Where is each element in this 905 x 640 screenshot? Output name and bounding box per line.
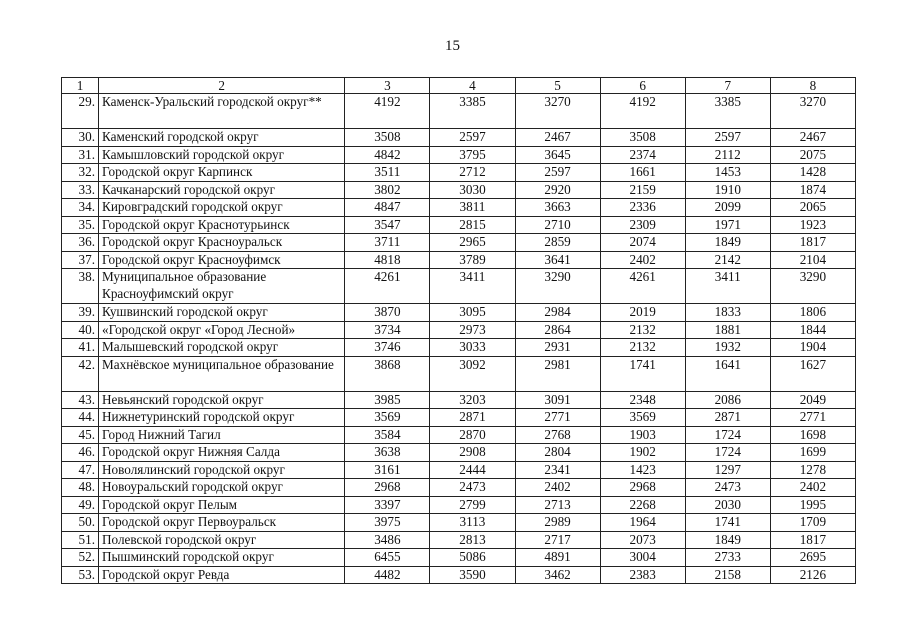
value-cell-col-6: 2019 <box>600 304 685 322</box>
value-cell-col-6: 2309 <box>600 216 685 234</box>
value-cell-col-5: 2597 <box>515 164 600 182</box>
municipality-name-cell: Качканарский городской округ <box>99 181 345 199</box>
row-number-cell: 34. <box>62 199 99 217</box>
value-cell-col-6: 2968 <box>600 479 685 497</box>
row-number-cell: 36. <box>62 234 99 252</box>
value-cell-col-3: 3802 <box>345 181 430 199</box>
value-cell-col-4: 3385 <box>430 94 515 129</box>
value-cell-col-3: 4847 <box>345 199 430 217</box>
municipality-name-cell: Пышминский городской округ <box>99 549 345 567</box>
value-cell-col-4: 2813 <box>430 531 515 549</box>
value-cell-col-3: 3975 <box>345 514 430 532</box>
row-number-cell: 41. <box>62 339 99 357</box>
value-cell-col-7: 3385 <box>685 94 770 129</box>
row-number-cell: 38. <box>62 269 99 304</box>
value-cell-col-5: 2717 <box>515 531 600 549</box>
value-cell-col-7: 1849 <box>685 531 770 549</box>
page-number: 15 <box>445 38 460 54</box>
value-cell-col-8: 2075 <box>770 146 855 164</box>
value-cell-col-6: 2402 <box>600 251 685 269</box>
value-cell-col-3: 3985 <box>345 391 430 409</box>
municipality-name-cell: Махнёвское муниципальное образование <box>99 356 345 391</box>
table-row <box>62 426 856 444</box>
value-cell-col-4: 2973 <box>430 321 515 339</box>
value-cell-col-5: 3663 <box>515 199 600 217</box>
value-cell-col-3: 3397 <box>345 496 430 514</box>
value-cell-col-4: 3411 <box>430 269 515 304</box>
table-row <box>62 269 856 304</box>
data-table <box>61 77 856 584</box>
value-cell-col-3: 4842 <box>345 146 430 164</box>
table-row <box>62 181 856 199</box>
municipality-name-cell: Городской округ Краснотурьинск <box>99 216 345 234</box>
value-cell-col-3: 3486 <box>345 531 430 549</box>
header-cell-7: 7 <box>685 78 770 94</box>
municipality-name-cell: Невьянский городской округ <box>99 391 345 409</box>
row-number-cell: 32. <box>62 164 99 182</box>
value-cell-col-6: 1423 <box>600 461 685 479</box>
value-cell-col-8: 2402 <box>770 479 855 497</box>
value-cell-col-5: 2981 <box>515 356 600 391</box>
header-cell-4: 4 <box>430 78 515 94</box>
table-row <box>62 549 856 567</box>
value-cell-col-8: 1428 <box>770 164 855 182</box>
value-cell-col-4: 3113 <box>430 514 515 532</box>
row-number-cell: 53. <box>62 566 99 584</box>
value-cell-col-7: 1932 <box>685 339 770 357</box>
table-body <box>62 78 856 584</box>
value-cell-col-3: 3511 <box>345 164 430 182</box>
value-cell-col-6: 3004 <box>600 549 685 567</box>
value-cell-col-4: 3095 <box>430 304 515 322</box>
value-cell-col-8: 1817 <box>770 531 855 549</box>
value-cell-col-8: 2467 <box>770 129 855 147</box>
value-cell-col-4: 3789 <box>430 251 515 269</box>
value-cell-col-7: 3411 <box>685 269 770 304</box>
value-cell-col-8: 3290 <box>770 269 855 304</box>
value-cell-col-3: 2968 <box>345 479 430 497</box>
value-cell-col-7: 1741 <box>685 514 770 532</box>
value-cell-col-8: 2126 <box>770 566 855 584</box>
row-number-cell: 35. <box>62 216 99 234</box>
municipality-name-cell: Городской округ Карпинск <box>99 164 345 182</box>
value-cell-col-5: 2771 <box>515 409 600 427</box>
value-cell-col-7: 2030 <box>685 496 770 514</box>
value-cell-col-4: 2799 <box>430 496 515 514</box>
value-cell-col-3: 4261 <box>345 269 430 304</box>
table-row <box>62 409 856 427</box>
value-cell-col-6: 2348 <box>600 391 685 409</box>
value-cell-col-8: 3270 <box>770 94 855 129</box>
value-cell-col-5: 2768 <box>515 426 600 444</box>
value-cell-col-6: 4192 <box>600 94 685 129</box>
value-cell-col-7: 2733 <box>685 549 770 567</box>
value-cell-col-7: 1849 <box>685 234 770 252</box>
value-cell-col-3: 3547 <box>345 216 430 234</box>
municipality-name-cell: Городской округ Первоуральск <box>99 514 345 532</box>
table-row <box>62 304 856 322</box>
value-cell-col-7: 1881 <box>685 321 770 339</box>
row-number-cell: 39. <box>62 304 99 322</box>
value-cell-col-4: 2871 <box>430 409 515 427</box>
value-cell-col-4: 3092 <box>430 356 515 391</box>
header-cell-6: 6 <box>600 78 685 94</box>
value-cell-col-5: 2713 <box>515 496 600 514</box>
value-cell-col-7: 2473 <box>685 479 770 497</box>
value-cell-col-8: 1995 <box>770 496 855 514</box>
value-cell-col-4: 2473 <box>430 479 515 497</box>
value-cell-col-6: 1903 <box>600 426 685 444</box>
municipality-name-cell: Новоуральский городской округ <box>99 479 345 497</box>
value-cell-col-4: 3811 <box>430 199 515 217</box>
value-cell-col-4: 3590 <box>430 566 515 584</box>
value-cell-col-6: 2383 <box>600 566 685 584</box>
value-cell-col-7: 1971 <box>685 216 770 234</box>
table-row <box>62 566 856 584</box>
table-row <box>62 444 856 462</box>
value-cell-col-7: 2086 <box>685 391 770 409</box>
value-cell-col-6: 3569 <box>600 409 685 427</box>
value-cell-col-5: 3091 <box>515 391 600 409</box>
value-cell-col-6: 2132 <box>600 339 685 357</box>
value-cell-col-4: 3203 <box>430 391 515 409</box>
value-cell-col-5: 2989 <box>515 514 600 532</box>
row-number-cell: 37. <box>62 251 99 269</box>
value-cell-col-6: 2074 <box>600 234 685 252</box>
value-cell-col-5: 2341 <box>515 461 600 479</box>
row-number-cell: 42. <box>62 356 99 391</box>
municipality-name-cell: Город Нижний Тагил <box>99 426 345 444</box>
value-cell-col-4: 2712 <box>430 164 515 182</box>
value-cell-col-6: 1902 <box>600 444 685 462</box>
header-cell-1: 1 <box>62 78 99 94</box>
value-cell-col-3: 3569 <box>345 409 430 427</box>
value-cell-col-7: 2871 <box>685 409 770 427</box>
municipality-name-cell: «Городской округ «Город Лесной» <box>99 321 345 339</box>
value-cell-col-4: 2815 <box>430 216 515 234</box>
table-row <box>62 479 856 497</box>
value-cell-col-7: 2597 <box>685 129 770 147</box>
municipality-name-cell: Каменский городской округ <box>99 129 345 147</box>
municipality-name-cell: Городской округ Пелым <box>99 496 345 514</box>
value-cell-col-3: 4818 <box>345 251 430 269</box>
value-cell-col-4: 2870 <box>430 426 515 444</box>
value-cell-col-6: 1661 <box>600 164 685 182</box>
municipality-name-cell: Полевской городской округ <box>99 531 345 549</box>
value-cell-col-8: 1699 <box>770 444 855 462</box>
row-number-cell: 50. <box>62 514 99 532</box>
value-cell-col-8: 2104 <box>770 251 855 269</box>
row-number-cell: 49. <box>62 496 99 514</box>
row-number-cell: 45. <box>62 426 99 444</box>
table-row <box>62 496 856 514</box>
municipality-name-cell: Городской округ Красноуфимск <box>99 251 345 269</box>
value-cell-col-3: 4482 <box>345 566 430 584</box>
value-cell-col-7: 1910 <box>685 181 770 199</box>
value-cell-col-4: 2597 <box>430 129 515 147</box>
row-number-cell: 48. <box>62 479 99 497</box>
table-row <box>62 514 856 532</box>
municipality-name-cell: Нижнетуринский городской округ <box>99 409 345 427</box>
value-cell-col-8: 2695 <box>770 549 855 567</box>
value-cell-col-3: 3870 <box>345 304 430 322</box>
value-cell-col-7: 1641 <box>685 356 770 391</box>
table-row <box>62 321 856 339</box>
value-cell-col-7: 1297 <box>685 461 770 479</box>
row-number-cell: 43. <box>62 391 99 409</box>
value-cell-col-5: 3462 <box>515 566 600 584</box>
value-cell-col-5: 4891 <box>515 549 600 567</box>
value-cell-col-3: 3711 <box>345 234 430 252</box>
value-cell-col-4: 3795 <box>430 146 515 164</box>
value-cell-col-4: 3033 <box>430 339 515 357</box>
value-cell-col-5: 2864 <box>515 321 600 339</box>
value-cell-col-3: 3638 <box>345 444 430 462</box>
value-cell-col-8: 2065 <box>770 199 855 217</box>
municipality-name-cell: Муниципальное образование Красноуфимский округ <box>99 269 345 304</box>
row-number-cell: 47. <box>62 461 99 479</box>
table-row <box>62 461 856 479</box>
table-row <box>62 146 856 164</box>
municipality-name-cell: Малышевский городской округ <box>99 339 345 357</box>
table-row <box>62 199 856 217</box>
value-cell-col-6: 2132 <box>600 321 685 339</box>
municipality-name-cell: Каменск-Уральский городской округ** <box>99 94 345 129</box>
value-cell-col-4: 5086 <box>430 549 515 567</box>
header-cell-3: 3 <box>345 78 430 94</box>
value-cell-col-6: 4261 <box>600 269 685 304</box>
table-header-row <box>62 78 856 94</box>
value-cell-col-6: 2336 <box>600 199 685 217</box>
table-row <box>62 391 856 409</box>
value-cell-col-8: 1709 <box>770 514 855 532</box>
value-cell-col-5: 2710 <box>515 216 600 234</box>
table-row <box>62 531 856 549</box>
value-cell-col-8: 1817 <box>770 234 855 252</box>
value-cell-col-6: 1964 <box>600 514 685 532</box>
value-cell-col-7: 2142 <box>685 251 770 269</box>
municipality-name-cell: Городской округ Нижняя Салда <box>99 444 345 462</box>
value-cell-col-5: 3270 <box>515 94 600 129</box>
value-cell-col-7: 1453 <box>685 164 770 182</box>
value-cell-col-3: 3734 <box>345 321 430 339</box>
value-cell-col-6: 3508 <box>600 129 685 147</box>
value-cell-col-3: 3508 <box>345 129 430 147</box>
row-number-cell: 51. <box>62 531 99 549</box>
table-row <box>62 251 856 269</box>
row-number-cell: 31. <box>62 146 99 164</box>
value-cell-col-3: 6455 <box>345 549 430 567</box>
municipality-name-cell: Городской округ Ревда <box>99 566 345 584</box>
row-number-cell: 30. <box>62 129 99 147</box>
value-cell-col-5: 3641 <box>515 251 600 269</box>
value-cell-col-4: 2965 <box>430 234 515 252</box>
municipality-name-cell: Кировградский городской округ <box>99 199 345 217</box>
value-cell-col-7: 1833 <box>685 304 770 322</box>
value-cell-col-8: 1923 <box>770 216 855 234</box>
table-row <box>62 129 856 147</box>
value-cell-col-8: 1874 <box>770 181 855 199</box>
value-cell-col-8: 1698 <box>770 426 855 444</box>
value-cell-col-5: 2920 <box>515 181 600 199</box>
value-cell-col-5: 2402 <box>515 479 600 497</box>
value-cell-col-5: 2859 <box>515 234 600 252</box>
row-number-cell: 33. <box>62 181 99 199</box>
table-row <box>62 164 856 182</box>
municipality-name-cell: Кушвинский городской округ <box>99 304 345 322</box>
value-cell-col-3: 3746 <box>345 339 430 357</box>
row-number-cell: 52. <box>62 549 99 567</box>
value-cell-col-3: 3584 <box>345 426 430 444</box>
value-cell-col-5: 2931 <box>515 339 600 357</box>
value-cell-col-6: 2159 <box>600 181 685 199</box>
value-cell-col-4: 3030 <box>430 181 515 199</box>
value-cell-col-4: 2444 <box>430 461 515 479</box>
value-cell-col-8: 2771 <box>770 409 855 427</box>
header-cell-8: 8 <box>770 78 855 94</box>
value-cell-col-4: 2908 <box>430 444 515 462</box>
value-cell-col-7: 2112 <box>685 146 770 164</box>
value-cell-col-8: 1627 <box>770 356 855 391</box>
table-row <box>62 234 856 252</box>
value-cell-col-3: 4192 <box>345 94 430 129</box>
value-cell-col-7: 2158 <box>685 566 770 584</box>
value-cell-col-5: 3645 <box>515 146 600 164</box>
table-row <box>62 356 856 391</box>
row-number-cell: 40. <box>62 321 99 339</box>
value-cell-col-8: 1278 <box>770 461 855 479</box>
value-cell-col-3: 3868 <box>345 356 430 391</box>
value-cell-col-5: 2804 <box>515 444 600 462</box>
row-number-cell: 29. <box>62 94 99 129</box>
value-cell-col-8: 1806 <box>770 304 855 322</box>
value-cell-col-6: 2073 <box>600 531 685 549</box>
table-row <box>62 339 856 357</box>
header-cell-5: 5 <box>515 78 600 94</box>
header-cell-2: 2 <box>99 78 345 94</box>
value-cell-col-5: 2467 <box>515 129 600 147</box>
row-number-cell: 46. <box>62 444 99 462</box>
value-cell-col-6: 2268 <box>600 496 685 514</box>
value-cell-col-5: 3290 <box>515 269 600 304</box>
value-cell-col-3: 3161 <box>345 461 430 479</box>
value-cell-col-6: 2374 <box>600 146 685 164</box>
value-cell-col-7: 1724 <box>685 444 770 462</box>
value-cell-col-8: 2049 <box>770 391 855 409</box>
value-cell-col-8: 1904 <box>770 339 855 357</box>
value-cell-col-7: 1724 <box>685 426 770 444</box>
table-row <box>62 216 856 234</box>
table-row <box>62 94 856 129</box>
municipality-name-cell: Новолялинский городской округ <box>99 461 345 479</box>
row-number-cell: 44. <box>62 409 99 427</box>
value-cell-col-5: 2984 <box>515 304 600 322</box>
value-cell-col-6: 1741 <box>600 356 685 391</box>
municipality-name-cell: Камышловский городской округ <box>99 146 345 164</box>
value-cell-col-8: 1844 <box>770 321 855 339</box>
municipality-name-cell: Городской округ Красноуральск <box>99 234 345 252</box>
value-cell-col-7: 2099 <box>685 199 770 217</box>
